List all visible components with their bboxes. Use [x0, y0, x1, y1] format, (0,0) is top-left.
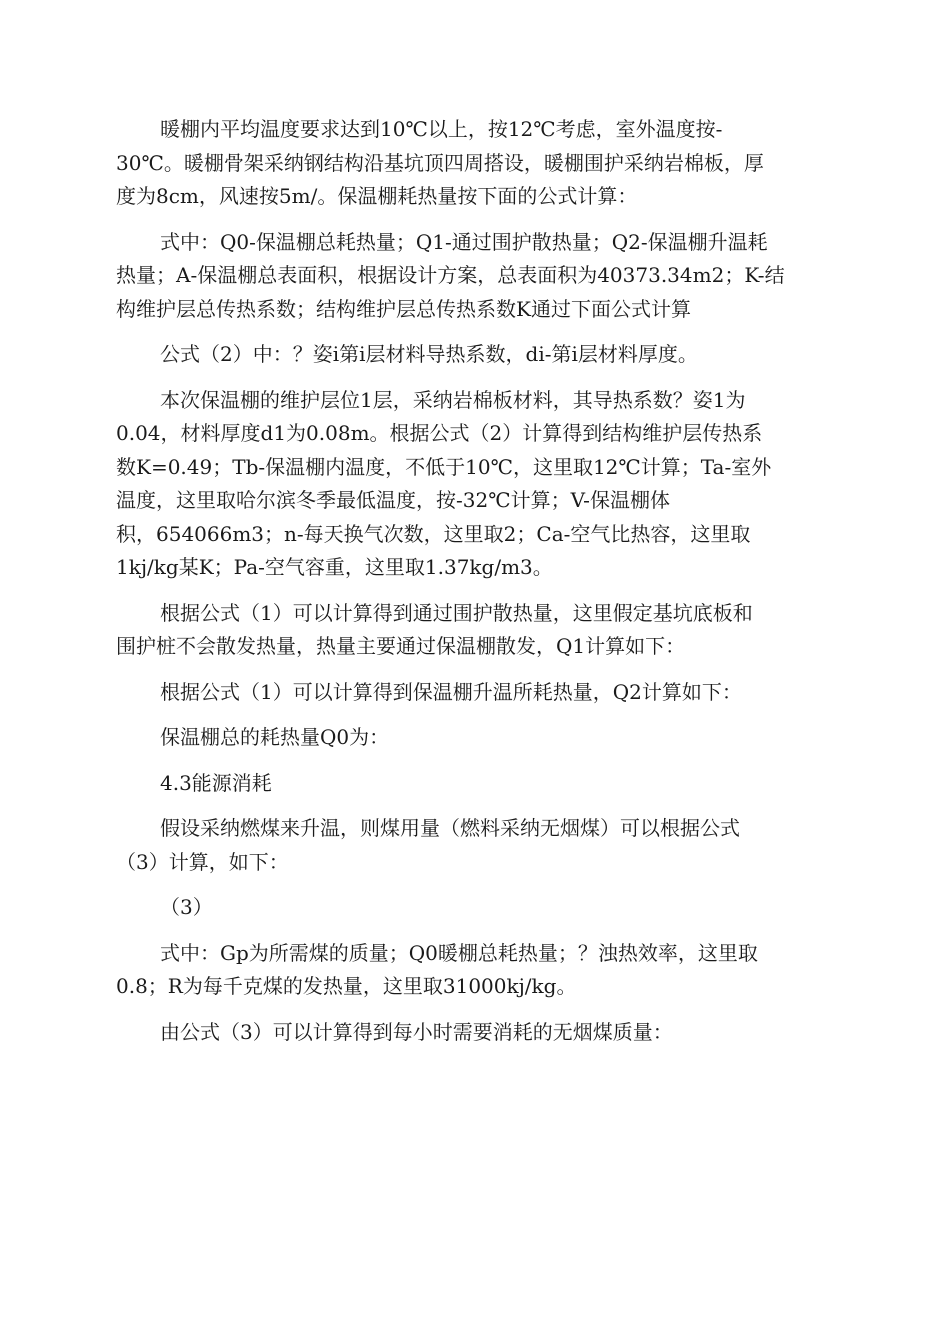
text-line: 积，654066m3；n-每天换气次数，这里取2；Ca-空气比热容，这里取	[116, 521, 751, 546]
paragraph-coal-usage	[116, 812, 836, 879]
text-line: 公式（2）中：？姿i第i层材料导热系数，di-第i层材料厚度。	[160, 342, 698, 366]
text-line: 本次保温棚的维护层位1层，采纳岩棉板材料，其导热系数？姿1为	[160, 387, 746, 412]
section-heading-energy-consumption	[116, 767, 836, 801]
text-line: 0.04，材料厚度d1为0.08m。根据公式（2）计算得到结构维护层传热系	[116, 421, 763, 445]
document-body	[116, 113, 836, 1061]
text-line: 式中：Gp为所需煤的质量；Q0暖棚总耗热量；？浊热效率，这里取	[160, 940, 758, 965]
text-line: 由公式（3）可以计算得到每小时需要消耗的无烟煤质量：	[160, 1019, 673, 1044]
text-line: 热量；A-保温棚总表面积，根据设计方案，总表面积为40373.34m2；K-结	[116, 263, 785, 287]
text-line: 度为8cm，风速按5m/。保温棚耗热量按下面的公式计算：	[116, 184, 638, 208]
paragraph-coal-per-hour	[116, 1016, 836, 1050]
paragraph-temperature-requirements	[116, 113, 836, 214]
text-line: 暖棚内平均温度要求达到10℃以上，按12℃考虑，室外温度按-	[160, 117, 723, 141]
text-line: 围护桩不会散发热量，热量主要通过保温棚散发，Q1计算如下：	[116, 634, 686, 658]
paragraph-formula-variables	[116, 226, 836, 327]
text-line: 数K=0.49；Tb-保温棚内温度，不低于10℃，这里取12℃计算；Ta-室外	[116, 454, 772, 479]
text-line: 30℃。暖棚骨架采纳钢结构沿基坑顶四周搭设，暖棚围护采纳岩棉板，厚	[116, 150, 764, 175]
text-line: 温度，这里取哈尔滨冬季最低温度，按-32℃计算；V-保温棚体	[116, 488, 670, 512]
text-line: 0.8；R为每千克煤的发热量，这里取31000kj/kg。	[116, 974, 577, 998]
text-line: 构维护层总传热系数；结构维护层总传热系数K通过下面公式计算	[116, 296, 691, 321]
paragraph-insulation-layer	[116, 384, 836, 585]
text-line: 保温棚总的耗热量Q0为：	[160, 725, 390, 749]
text-line: （3）计算，如下：	[116, 849, 289, 874]
text-line: 4.3能源消耗	[160, 770, 272, 795]
text-line: 式中：Q0-保温棚总耗热量；Q1-通过围护散热量；Q2-保温棚升温耗	[160, 229, 768, 254]
text-line: 根据公式（1）可以计算得到保温棚升温所耗热量，Q2计算如下：	[160, 679, 742, 704]
paragraph-q1-calculation	[116, 597, 836, 664]
text-line: （3）	[160, 895, 213, 919]
text-line: 1kj/kg某K；Pa-空气容重，这里取1.37kg/m3。	[116, 555, 553, 579]
paragraph-formula-2-notes	[116, 338, 836, 372]
equation-number-3	[116, 891, 836, 925]
paragraph-formula-3-variables	[116, 937, 836, 1004]
paragraph-q0-total	[116, 721, 836, 755]
text-line: 假设采纳燃煤来升温，则煤用量（燃料采纳无烟煤）可以根据公式	[160, 816, 740, 840]
paragraph-q2-calculation	[116, 676, 836, 710]
text-line: 根据公式（1）可以计算得到通过围护散热量，这里假定基坑底板和	[160, 600, 753, 625]
